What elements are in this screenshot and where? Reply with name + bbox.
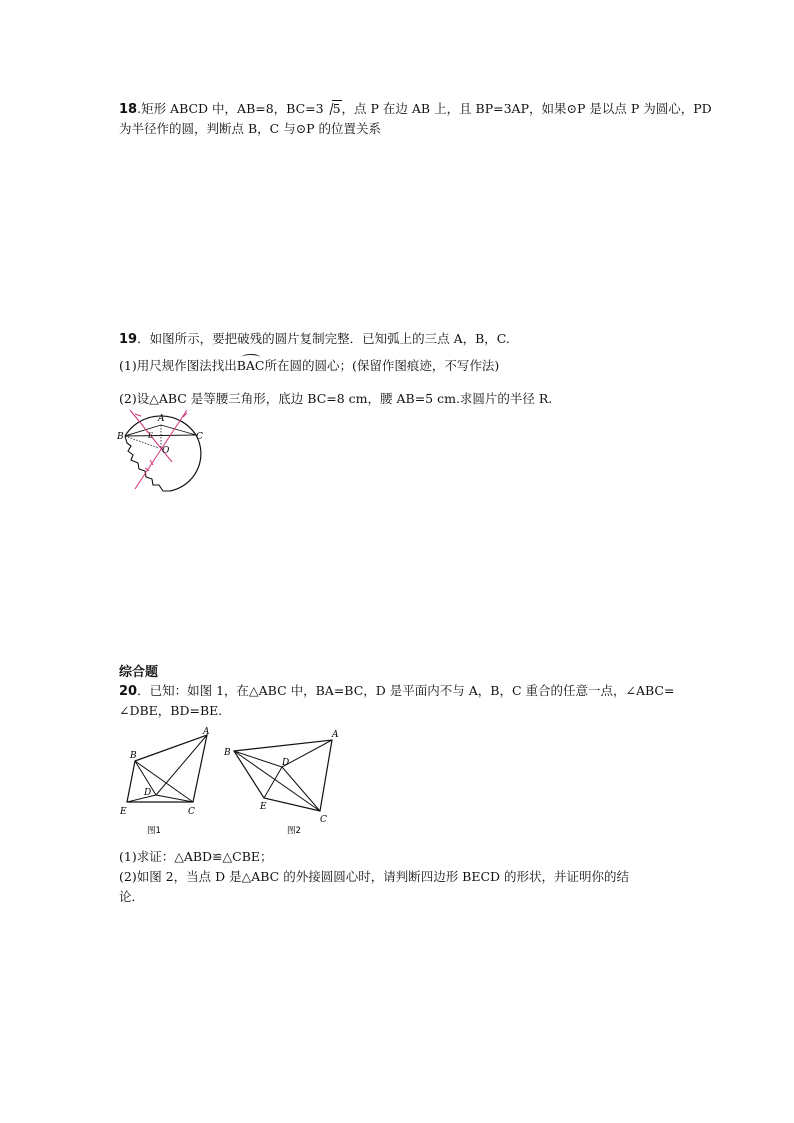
fig1-label-c: C: [188, 807, 195, 817]
q19-number: 19: [119, 332, 138, 347]
sqrt-value: 5: [332, 101, 341, 116]
q20-number: 20: [119, 684, 138, 699]
fig2-label-a: A: [332, 730, 339, 740]
fig2-label-d: D: [282, 758, 290, 768]
broken-edge: [125, 436, 170, 491]
q19-text: ．如图所示，要把破残的圆片复制完整．已知弧上的三点 A，B，C.: [137, 331, 510, 346]
q20-text: ．已知：如图 1，在△ABC 中，BA=BC，D 是平面内不与 A，B，C 重合的任意一点，∠ABC=: [137, 683, 675, 698]
arc-bac: BAC: [236, 358, 265, 373]
fig1-caption: 图1: [147, 826, 161, 836]
fig2-label-e: E: [260, 802, 267, 812]
q19-line1: [119, 330, 510, 349]
label-c: C: [196, 432, 203, 442]
q20-line2: ∠DBE，BD=BE.: [119, 703, 223, 718]
section-title: 综合题: [119, 665, 159, 680]
label-e: E: [148, 432, 154, 440]
fig2-label-c: C: [320, 815, 327, 825]
q19-part1-b: 所在圆的圆心；(保留作图痕迹，不写作法): [264, 358, 500, 373]
fig1-label-e: E: [120, 807, 127, 817]
q18-text-b: ，点 P 在边 AB 上，且 BP=3AP，如果⊙P 是以点 P 为圆心，PD: [341, 101, 712, 116]
q20-part2-line1: (2)如图 2，当点 D 是△ABC 的外接圆圆心时，请判断四边形 BECD 的形状，并证明你的结: [119, 869, 630, 884]
q19-figure: [115, 405, 205, 495]
q18-line2: 为半径作的圆，判断点 B，C 与⊙P 的位置关系: [119, 121, 382, 136]
q20-part2-line2: 论．: [119, 889, 145, 904]
fig1-label-a: A: [203, 727, 210, 737]
fig1-quad: [127, 735, 207, 802]
q18-line1: [119, 100, 712, 119]
q18-text-a: .矩形 ABCD 中，AB=8，BC=3: [137, 101, 324, 116]
q19-part2: (2)设△ABC 是等腰三角形，底边 BC=8 cm，腰 AB=5 cm.求圆片的半径 R.: [119, 391, 553, 406]
fig2-caption: 图2: [287, 826, 301, 836]
q19-part1-a: (1)用尺规作图法找出: [119, 358, 237, 373]
fig1-label-b: B: [130, 751, 137, 761]
label-o: O: [162, 446, 170, 456]
chord-bc: [125, 435, 196, 436]
q20-figure1: [115, 727, 215, 837]
label-b: B: [117, 432, 124, 442]
chord-ac: [161, 425, 196, 435]
q19-part1: [119, 357, 499, 375]
q20-part1: (1)求证：△ABD≌△CBE；: [119, 849, 273, 864]
q20-line1: [119, 682, 674, 701]
dotted-bo: [125, 436, 159, 448]
fig1-label-d: D: [144, 788, 152, 798]
fig2-label-b: B: [224, 748, 231, 758]
fig2-quad: [234, 740, 332, 811]
label-a: A: [158, 414, 165, 424]
q18-number: 18: [119, 102, 138, 117]
q20-figure2: [222, 727, 352, 837]
sqrt-symbol: [324, 100, 342, 118]
